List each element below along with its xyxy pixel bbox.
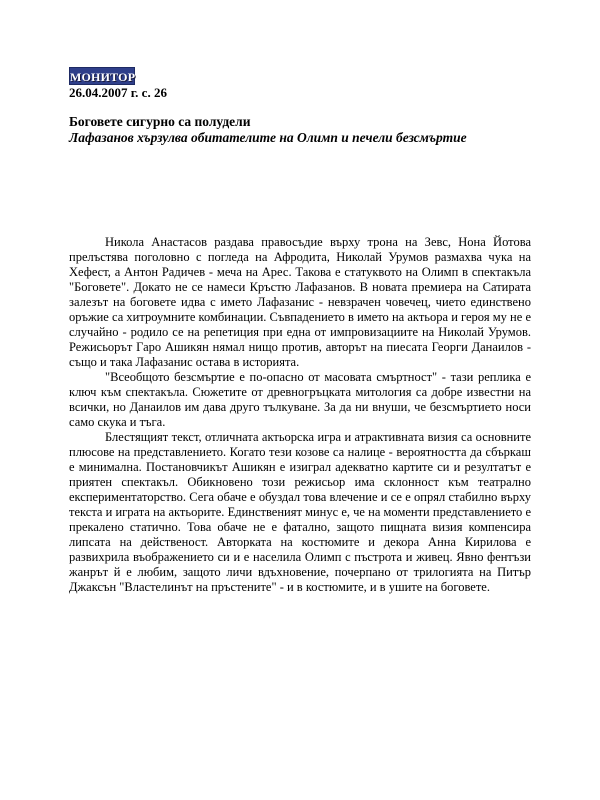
article-heading — [69, 114, 531, 146]
newspaper-logo-text: МОНИТОР — [70, 70, 136, 84]
article-title: Боговете сигурно са полудели — [69, 114, 251, 129]
article-paragraph: Блестящият текст, отличната актьорска игра и атрактивната визия са основните плюсове на представлението. Когато тези козове са налице - вероятността да сбъркаш е минимална. Постановчикът Ашикян е изиграл адекватно картите си и резултатът е приятен спектакъл. Обикновено този режисьор има склонност към театрално експериментаторство. Сега обаче е обуздал това влечение и се е опрял стабилно върху текста и играта на актьорите. Единственият минус е, че на моменти представлението е прекалено статично. Това обаче не е фатално, защото пищната визия компенсира липсата на действеност. Авторката на костюмите и декора Анна Кирилова е развихрила въображението си и е населила Олимп с пъстрота и живец. Явно фентъзи жанрът й е любим, защото личи вдъхновение, почерпано от трилогията на Питър Джаксън "Властелинът на пръстените" - и в костюмите, и в ушите на боговете. — [69, 430, 531, 594]
article-body — [69, 235, 531, 595]
article-paragraph: "Всеобщото безсмъртие е по-опасно от масовата смъртност" - тази реплика е ключ към спектакъла. Сюжетите от древногръцката митология са добре известни на всички, но Данаилов им дава друго тълкуване. За да ни внуши, че безсмъртието носи само скука и тъга. — [69, 370, 531, 429]
article-paragraph: Никола Анастасов раздава правосъдие върху трона на Зевс, Нона Йотова прелъстява поголовно с погледа на Афродита, Николай Урумов размахва чука на Хефест, а Антон Радичев - меча на Арес. Такова е статуквото на Олимп в спектакъла "Боговете". Докато не се намеси Кръстю Лафазанов. В новата премиера на Сатирата залезът на боговете идва с името Лафазанис - невзрачен човечец, чието единствено оръжие са хитроумните комбинации. Съвпадението в името на актьора и героя му не е случайно - родило се на репетиция при една от импровизациите на Николай Урумов. Режисьорът Гаро Ашикян нямал нищо против, авторът на пиесата Георги Данаилов - също и така Лафазанис остава в историята. — [69, 235, 531, 369]
issue-date-page: 26.04.2007 г. с. 26 — [69, 85, 167, 100]
article-subtitle: Лафазанов хързулва обитателите на Олимп и печели безсмъртие — [69, 130, 467, 145]
newspaper-logo — [69, 67, 135, 85]
